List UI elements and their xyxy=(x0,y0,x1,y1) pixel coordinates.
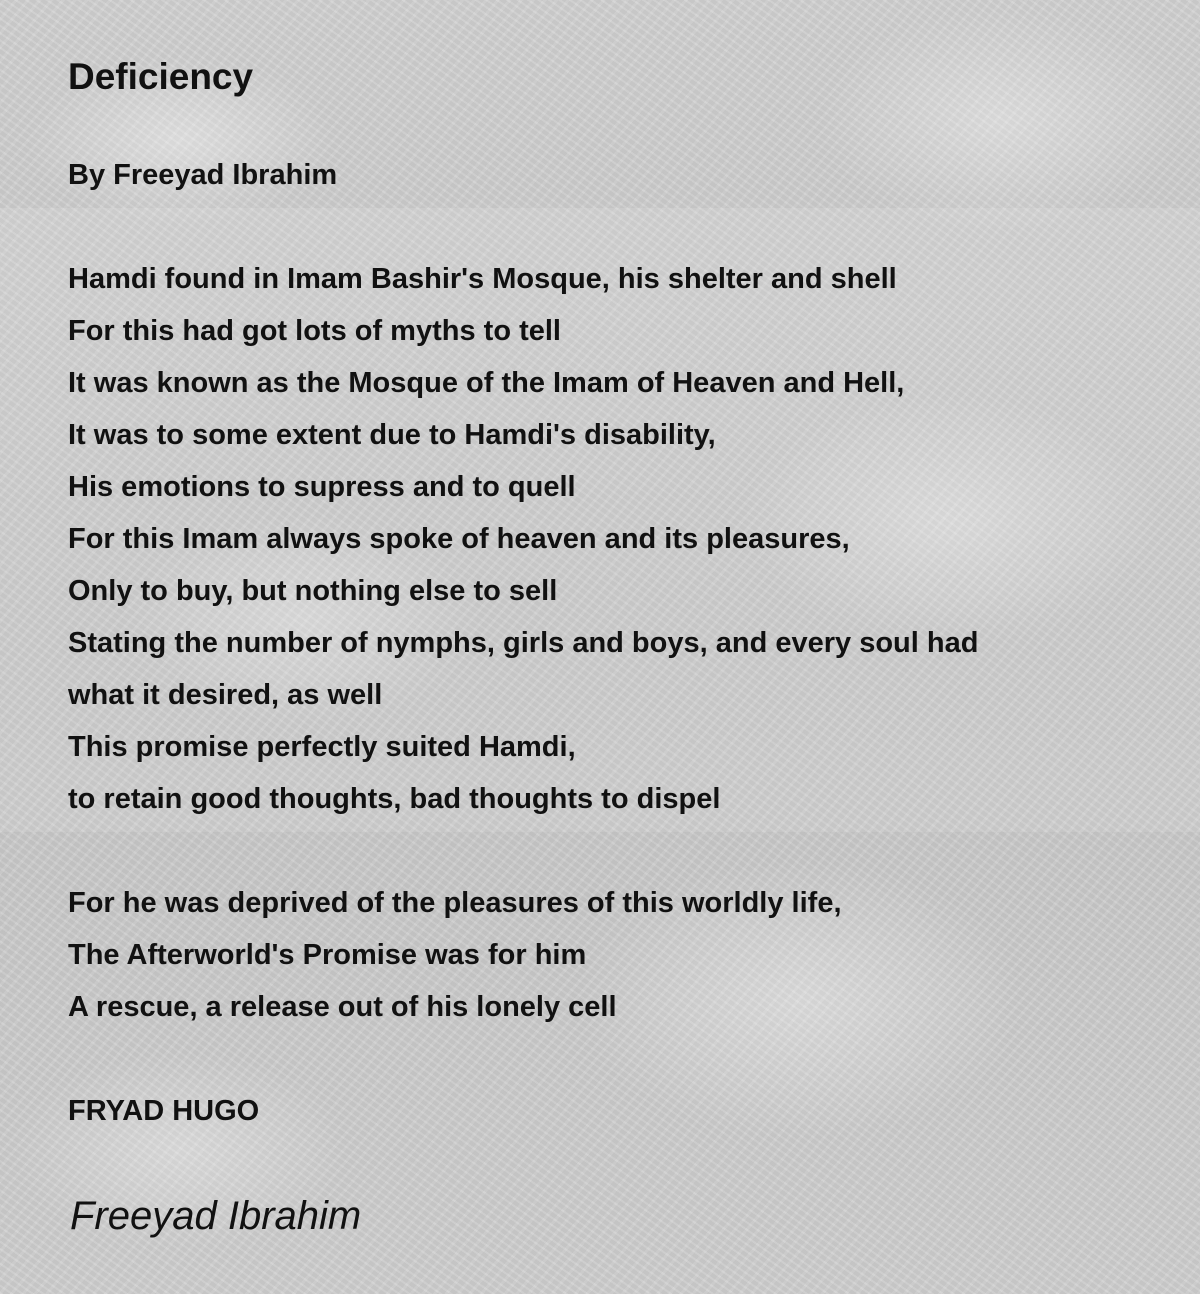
poem-line: what it desired, as well xyxy=(68,679,383,711)
poem-line: Only to buy, but nothing else to sell xyxy=(68,575,558,607)
poem-line: The Afterworld's Promise was for him xyxy=(68,939,587,971)
poem-byline: By Freeyad Ibrahim xyxy=(68,159,338,191)
poem-stanza-3 xyxy=(68,1094,259,1146)
poem-line: It was to some extent due to Hamdi's disability, xyxy=(68,419,716,451)
poem-line: to retain good thoughts, bad thoughts to dispel xyxy=(68,783,721,815)
poem-stanza-1 xyxy=(68,262,978,834)
poem-line: For this Imam always spoke of heaven and its pleasures, xyxy=(68,523,850,555)
poem-line: His emotions to supress and to quell xyxy=(68,471,576,503)
poem-stanza-2 xyxy=(68,886,842,1042)
poem-title: Deficiency xyxy=(68,56,254,97)
poem-line: Stating the number of nymphs, girls and boys, and every soul had xyxy=(68,627,979,659)
poem-line: FRYAD HUGO xyxy=(68,1095,260,1127)
poem-line: For he was deprived of the pleasures of this worldly life, xyxy=(68,887,842,919)
poem-line: A rescue, a release out of his lonely cell xyxy=(68,991,617,1023)
poem-line: Hamdi found in Imam Bashir's Mosque, his shelter and shell xyxy=(68,263,897,295)
poem-line: It was known as the Mosque of the Imam of Heaven and Hell, xyxy=(68,367,905,399)
poem-line: This promise perfectly suited Hamdi, xyxy=(68,731,576,763)
author-signature: Freeyad Ibrahim xyxy=(70,1194,362,1238)
poem-line: For this had got lots of myths to tell xyxy=(68,315,561,347)
